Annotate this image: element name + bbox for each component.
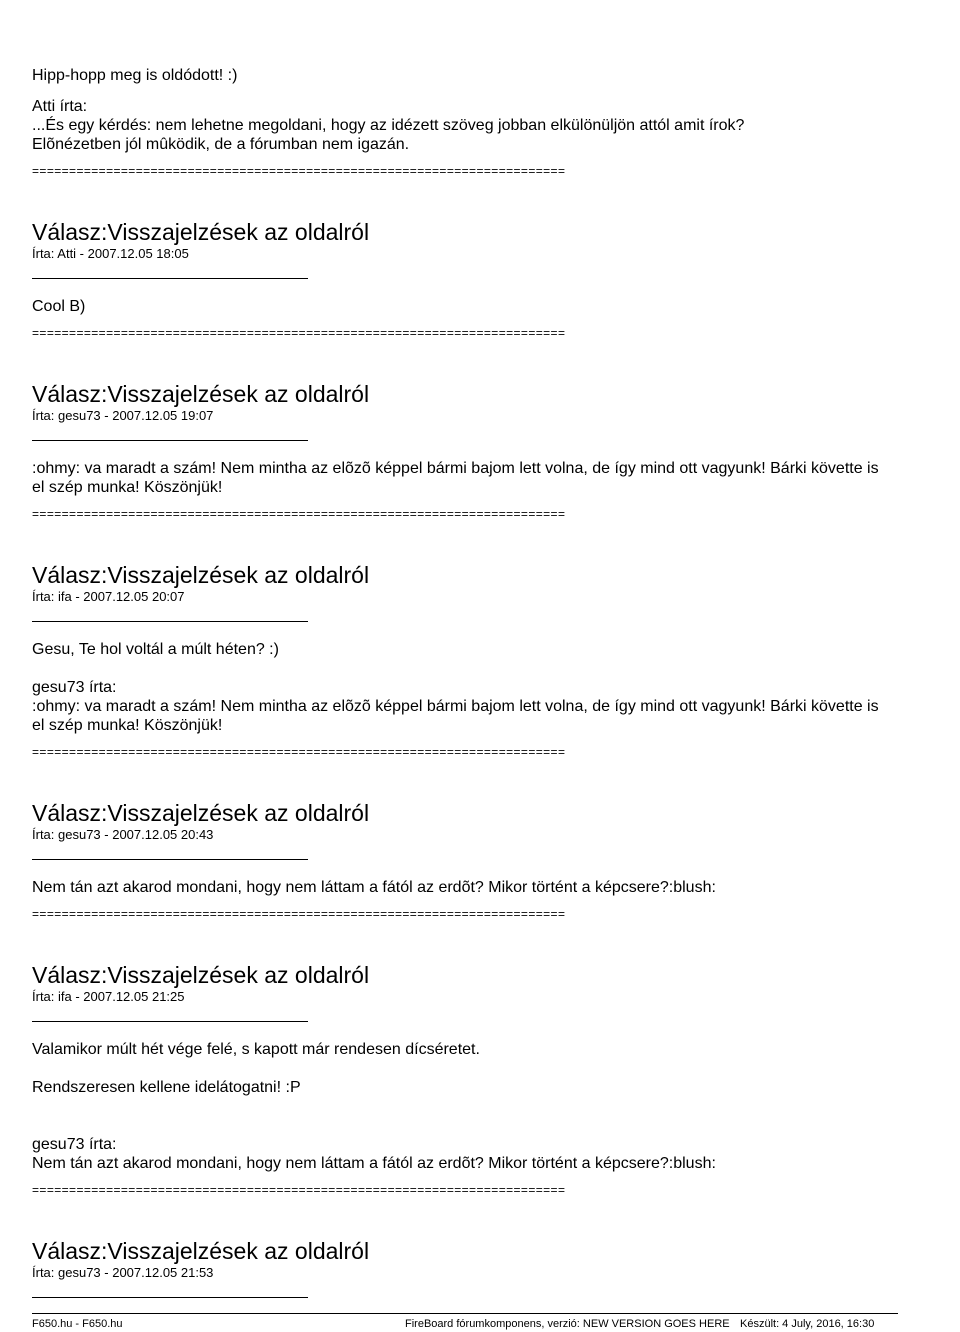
post-body-line: Rendszeresen kellene idelátogatni! :P — [32, 1079, 301, 1096]
post-body-line: gesu73 írta: — [32, 679, 117, 696]
document-page — [32, 66, 932, 1298]
forum-post — [32, 962, 932, 1173]
post-title: Válasz:Visszajelzések az oldalról — [32, 1238, 370, 1264]
blank-line — [32, 1097, 932, 1116]
quote-author: Atti írta: — [32, 98, 88, 115]
post-separator: ======================================================================== — [32, 326, 566, 340]
post-separator: ======================================================================== — [32, 907, 566, 921]
post-meta: Írta: Atti - 2007.12.05 18:05 — [32, 246, 189, 261]
footer-divider — [32, 1313, 898, 1314]
post-title: Válasz:Visszajelzések az oldalról — [32, 562, 370, 588]
post-intro — [32, 66, 932, 154]
blank-line — [32, 1059, 932, 1078]
post-body-line: Nem tán azt akarod mondani, hogy nem láttam a fától az erdõt? Mikor történt a képcsere?:blush: — [32, 1155, 716, 1172]
post-rule — [32, 1297, 308, 1298]
post-title: Válasz:Visszajelzések az oldalról — [32, 219, 370, 245]
post-separator: ======================================================================== — [32, 745, 566, 759]
post-rule — [32, 1021, 308, 1022]
post-title: Válasz:Visszajelzések az oldalról — [32, 800, 370, 826]
post-body-line: el szép munka! Köszönjük! — [32, 717, 223, 734]
forum-post — [32, 562, 932, 735]
post-body-line: :ohmy: va maradt a szám! Nem mintha az elõzõ képpel bármi bajom lett volna, de így mind ott vagyunk! Bárki követte is — [32, 698, 879, 715]
post-list — [32, 164, 932, 1298]
post-rule — [32, 621, 308, 622]
post-meta: Írta: gesu73 - 2007.12.05 20:43 — [32, 827, 214, 842]
forum-post — [32, 381, 932, 497]
post-title: Válasz:Visszajelzések az oldalról — [32, 962, 370, 988]
post-body-line: el szép munka! Köszönjük! — [32, 479, 223, 496]
intro-line: Hipp-hopp meg is oldódott! :) — [32, 67, 238, 84]
post-meta: Írta: ifa - 2007.12.05 21:25 — [32, 989, 185, 1004]
footer-site: F650.hu - F650.hu — [32, 1318, 123, 1330]
post-rule — [32, 278, 308, 279]
post-body-line: Cool B) — [32, 298, 86, 315]
forum-post — [32, 1238, 932, 1298]
post-body — [32, 1040, 932, 1173]
post-separator: ======================================================================== — [32, 164, 566, 178]
quote-line: ...És egy kérdés: nem lehetne megoldani, hogy az idézett szöveg jobban elkülönüljön attól amit írok? — [32, 117, 745, 134]
post-separator: ======================================================================== — [32, 1183, 566, 1197]
post-body-line: Valamikor múlt hét vége felé, s kapott már rendesen dícséretet. — [32, 1041, 480, 1058]
post-body-line: Nem tán azt akarod mondani, hogy nem láttam a fától az erdõt? Mikor történt a képcsere?:blush: — [32, 879, 716, 896]
post-body-line: Gesu, Te hol voltál a múlt héten? :) — [32, 641, 279, 658]
quote-line: Elõnézetben jól mûködik, de a fórumban nem igazán. — [32, 136, 410, 153]
post-rule — [32, 859, 308, 860]
forum-post — [32, 800, 932, 897]
post-separator: ======================================================================== — [32, 507, 566, 521]
footer-generated: Készült: 4 July, 2016, 16:30 — [740, 1318, 875, 1330]
post-title: Válasz:Visszajelzések az oldalról — [32, 381, 370, 407]
post-body-line: gesu73 írta: — [32, 1136, 117, 1153]
post-meta: Írta: gesu73 - 2007.12.05 19:07 — [32, 408, 214, 423]
forum-post — [32, 219, 932, 316]
post-body-line: :ohmy: va maradt a szám! Nem mintha az elõzõ képpel bármi bajom lett volna, de így mind ott vagyunk! Bárki követte is — [32, 460, 879, 477]
post-rule — [32, 440, 308, 441]
post-body — [32, 297, 932, 316]
post-meta: Írta: ifa - 2007.12.05 20:07 — [32, 589, 185, 604]
post-body — [32, 878, 932, 897]
post-body — [32, 459, 932, 497]
blank-line — [32, 1116, 932, 1135]
post-meta: Írta: gesu73 - 2007.12.05 21:53 — [32, 1265, 214, 1280]
post-body — [32, 640, 932, 735]
footer-component: FireBoard fórumkomponens, verzió: NEW VERSION GOES HERE — [405, 1318, 730, 1330]
blank-line — [32, 659, 932, 678]
